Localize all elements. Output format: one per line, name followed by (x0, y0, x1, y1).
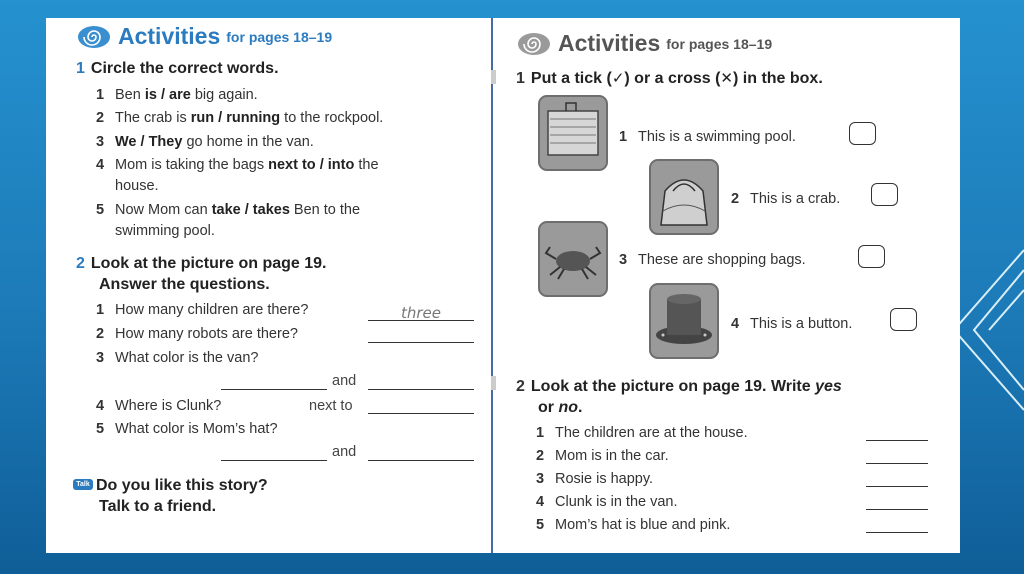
right-s2-item-1 (536, 423, 748, 444)
crab-picture (538, 221, 608, 297)
page-edge-mark (491, 70, 496, 84)
section-title: ) in the box. (733, 70, 823, 87)
right-s1-item-4 (731, 314, 852, 335)
item-number: 4 (731, 316, 740, 332)
answer-line[interactable] (368, 399, 474, 414)
statement-text: Clunk is in the van. (555, 494, 678, 510)
question-text: Where is Clunk? (115, 398, 222, 414)
question-text: How many children are there? (115, 302, 309, 318)
answer-line[interactable] (368, 446, 474, 461)
crab-icon (540, 223, 606, 295)
right-header (516, 30, 772, 57)
right-s1-item-3 (619, 250, 806, 271)
hat-icon (651, 285, 717, 357)
bag-picture (649, 159, 719, 235)
word-choice[interactable]: next to / into (268, 157, 355, 173)
answer-line[interactable] (221, 375, 327, 390)
section-number: 2 (76, 255, 85, 272)
statement-text: The children are at the house. (555, 425, 748, 441)
swimming-pool-picture (538, 95, 608, 171)
word-choice[interactable]: is / are (144, 87, 191, 103)
answer-line[interactable] (866, 449, 928, 464)
item-text: the (354, 157, 379, 173)
left-section1-title (76, 58, 279, 79)
section-title: Look at the picture on page 19. Write (530, 378, 816, 395)
item-text: house. (115, 178, 159, 194)
left-subtitle: for pages 18–19 (226, 28, 333, 45)
and-label: and (332, 444, 357, 460)
bag-icon (651, 161, 717, 233)
answer-checkbox[interactable] (849, 122, 876, 145)
answer-line[interactable] (221, 446, 327, 461)
statement-text: This is a crab. (750, 191, 841, 207)
section-number: 1 (516, 70, 525, 87)
left-s2-item-4 (96, 396, 221, 417)
item-text: Mom is taking the bags (115, 157, 269, 173)
page-edge-mark (491, 376, 496, 390)
section-number: 2 (516, 378, 525, 395)
item-number: 1 (536, 425, 545, 441)
left-header (76, 23, 332, 50)
answer-line[interactable]: three (368, 306, 474, 321)
section-title: Circle the correct words. (90, 60, 279, 77)
item-text: swimming pool. (115, 223, 215, 239)
statement-text: These are shopping bags. (638, 252, 806, 268)
section-title: Look at the picture on page 19. (90, 255, 327, 272)
right-s2-item-2 (536, 446, 669, 467)
right-title: Activities (558, 30, 661, 56)
tick-icon: ✓ (611, 70, 625, 87)
item-number: 5 (96, 202, 105, 218)
answer-line[interactable] (866, 472, 928, 487)
item-number: 3 (96, 134, 105, 150)
question-text: What color is the van? (115, 350, 259, 366)
right-section1-title (516, 68, 823, 89)
right-s2-item-4 (536, 492, 678, 513)
answer-checkbox[interactable] (871, 183, 898, 206)
item-number: 1 (96, 87, 105, 103)
statement-text: This is a swimming pool. (638, 129, 796, 145)
left-s1-item-4 (96, 155, 379, 197)
item-text: to the rockpool. (280, 110, 384, 126)
spiral-flower-icon (76, 24, 112, 50)
item-text: Ben (115, 87, 145, 103)
section-title: Put a tick ( (530, 70, 612, 87)
answer-line[interactable] (368, 375, 474, 390)
section-title: Answer the questions. (99, 276, 270, 293)
question-text: What color is Mom’s hat? (115, 421, 278, 437)
section-title-yes: yes (815, 378, 842, 395)
talk-line-1: Do you like this story? (96, 477, 268, 494)
statement-text: Rosie is happy. (555, 471, 654, 487)
word-choice[interactable]: We / They (115, 134, 183, 150)
answer-checkbox[interactable] (858, 245, 885, 268)
section-title: ) or a cross ( (624, 70, 721, 87)
item-text: The crab is (115, 110, 191, 126)
item-number: 3 (96, 350, 105, 366)
right-section2-title (516, 376, 842, 418)
section-title: . (578, 399, 583, 416)
left-s2-item-5 (96, 419, 278, 440)
statement-text: Mom’s hat is blue and pink. (555, 517, 731, 533)
item-text: big again. (190, 87, 258, 103)
item-number: 5 (96, 421, 105, 437)
left-s1-item-5 (96, 200, 360, 242)
next-to-label: next to (309, 398, 353, 414)
item-text: Ben to the (289, 202, 361, 218)
section-title: or (538, 399, 559, 416)
page-divider (491, 18, 493, 553)
section-title-no: no (558, 399, 578, 416)
left-section2-title (76, 253, 327, 295)
answer-line[interactable] (368, 328, 474, 343)
statement-text: This is a button. (750, 316, 853, 332)
section-number: 1 (76, 60, 85, 77)
left-s2-item-3 (96, 348, 258, 369)
left-s1-item-2 (96, 108, 383, 129)
item-text: go home in the van. (182, 134, 314, 150)
item-number: 2 (536, 448, 545, 464)
worksheet-page (46, 18, 960, 553)
item-number: 1 (619, 129, 628, 145)
item-number: 4 (96, 157, 105, 173)
left-title: Activities (118, 23, 221, 49)
right-s1-item-1 (619, 127, 796, 148)
item-number: 1 (96, 302, 105, 318)
answer-line[interactable] (866, 518, 928, 533)
item-number: 5 (536, 517, 545, 533)
and-label: and (332, 373, 357, 389)
item-number: 3 (536, 471, 545, 487)
answer-line[interactable] (866, 495, 928, 510)
item-text: Now Mom can (115, 202, 212, 218)
talk-badge: Talk (73, 479, 93, 490)
statement-text: Mom is in the car. (555, 448, 669, 464)
right-s1-item-2 (731, 189, 840, 210)
question-text: How many robots are there? (115, 326, 298, 342)
item-number: 4 (96, 398, 105, 414)
talk-line-2: Talk to a friend. (99, 498, 217, 515)
item-number: 2 (96, 110, 105, 126)
left-s2-item-1 (96, 300, 308, 321)
right-s2-item-3 (536, 469, 653, 490)
hat-picture (649, 283, 719, 359)
left-s1-item-1 (96, 85, 258, 106)
item-number: 4 (536, 494, 545, 510)
word-choice[interactable]: run / running (190, 110, 281, 126)
left-s2-item-2 (96, 324, 298, 345)
item-number: 2 (731, 191, 740, 207)
cross-icon: ✕ (720, 70, 733, 87)
answer-checkbox[interactable] (890, 308, 917, 331)
spiral-flower-icon (516, 31, 552, 57)
left-s1-item-3 (96, 132, 314, 153)
pool-icon (540, 97, 606, 169)
talk-prompt (96, 475, 268, 517)
word-choice[interactable]: take / takes (211, 202, 290, 218)
answer-line[interactable] (866, 426, 928, 441)
right-subtitle: for pages 18–19 (666, 35, 773, 52)
right-s2-item-5 (536, 515, 730, 536)
item-number: 2 (96, 326, 105, 342)
item-number: 3 (619, 252, 628, 268)
